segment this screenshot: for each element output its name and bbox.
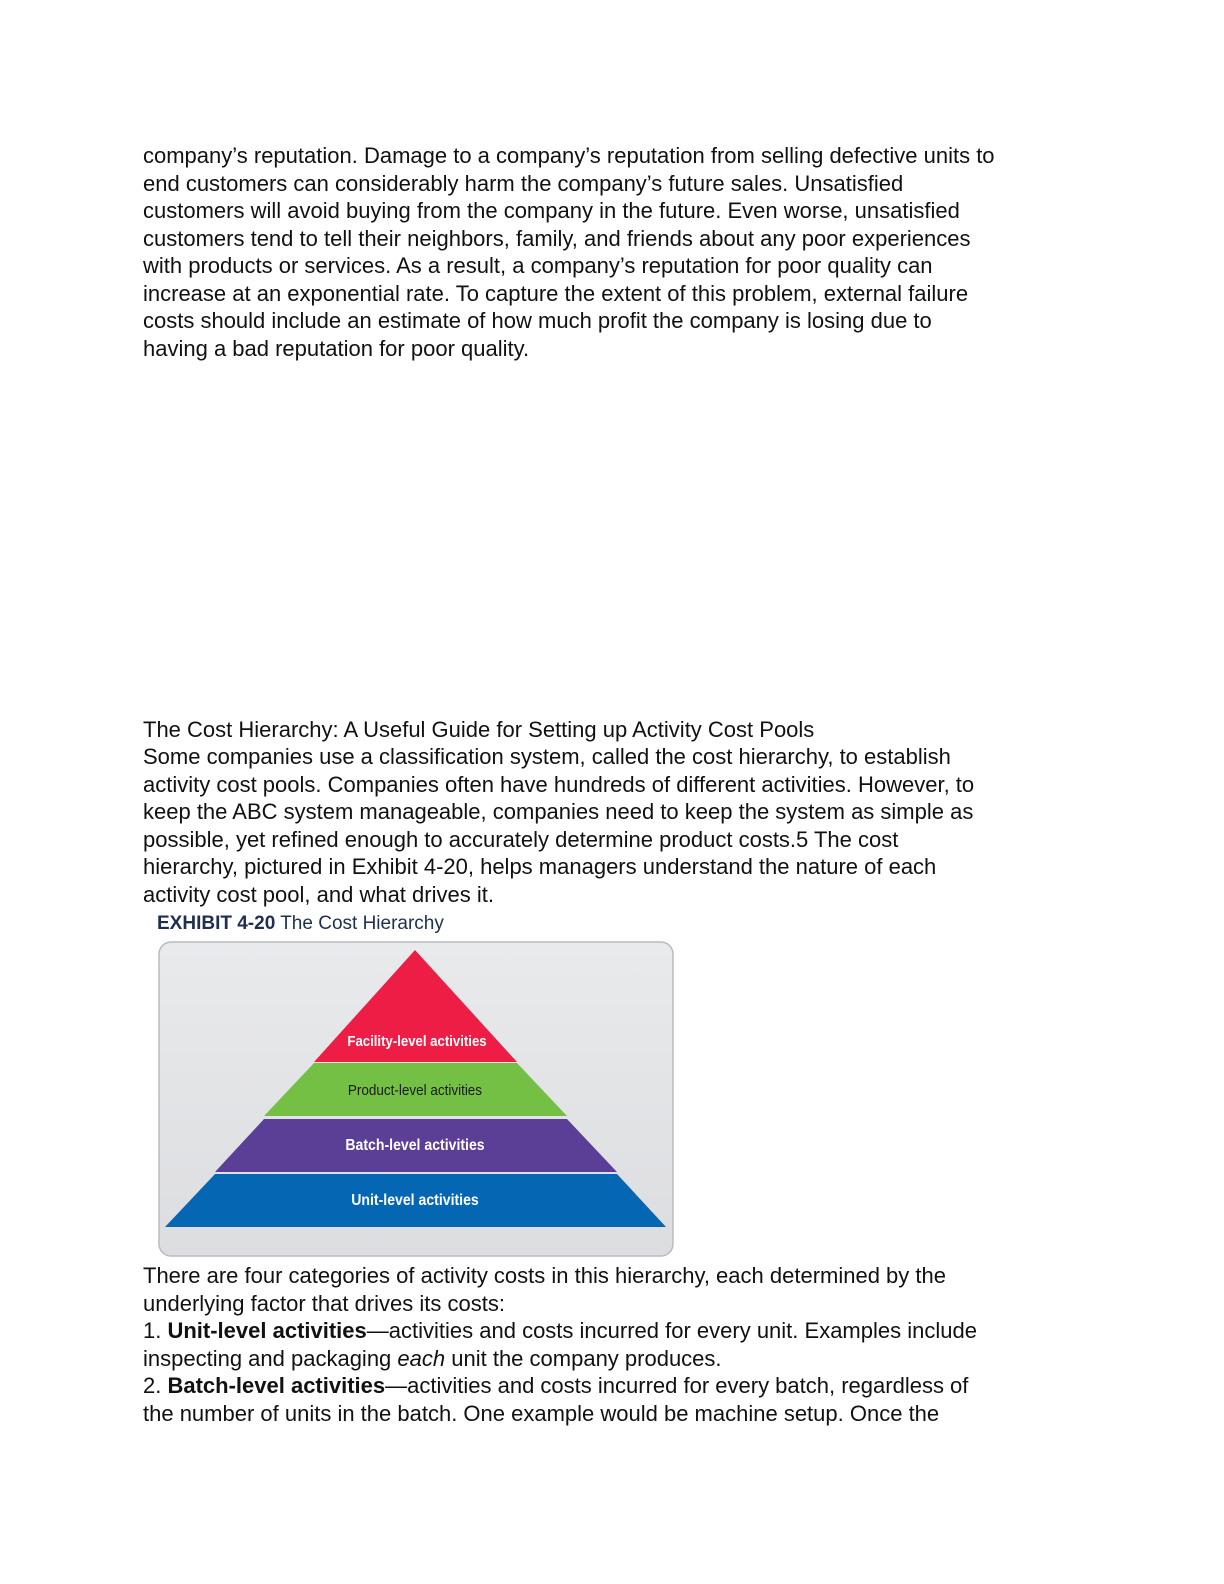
exhibit-number: EXHIBIT 4-20 xyxy=(157,913,276,934)
pyramid-diagram xyxy=(156,939,678,1261)
list-item-1-term: Unit-level activities xyxy=(167,1318,367,1343)
label-product-level: Product-level activities xyxy=(347,1082,483,1100)
activity-category-list xyxy=(143,1317,1103,1427)
list-item-1-number: 1. xyxy=(143,1318,168,1343)
paragraph-cost-hierarchy-intro: Some companies use a classification system, called the cost hierarchy, to establish activity cost pools. Companies often have hundreds of different activities. However, to keep the ABC system manageable, companies need to keep the system as simple as possible, yet refined enough to accurately determine product costs.5 The cost hierarchy, pictured in Exhibit 4-20, helps managers understand the nature of each activity cost pool, and what drives it. xyxy=(143,744,975,907)
list-item-1-emphasis: each xyxy=(397,1345,446,1371)
cost-hierarchy-figure xyxy=(156,939,678,1261)
section-heading: The Cost Hierarchy: A Useful Guide for Setting up Activity Cost Pools xyxy=(143,717,815,742)
list-item-2-number: 2. xyxy=(143,1373,168,1398)
list-item-2-text: —activities and costs incurred for every batch, regardless of the number of units in the batch. One example would be machine setup. Once the xyxy=(143,1373,969,1426)
label-unit-level: Unit-level activities xyxy=(351,1191,479,1210)
list-item-1-text: —activities and costs incurred for every unit. Examples include inspecting and packaging xyxy=(143,1318,977,1371)
label-facility-level: Facility-level activities xyxy=(347,1032,487,1050)
exhibit-caption xyxy=(157,911,444,937)
paragraph-four-categories: There are four categories of activity costs in this hierarchy, each determined by the underlying factor that drives its costs: xyxy=(143,1263,946,1316)
list-item-1-text-end: unit the company produces. xyxy=(445,1345,722,1371)
paragraph-reputation: company’s reputation. Damage to a company’s reputation from selling defective units to end customers can considerably harm the company’s future sales. Unsatisfied customers will avoid buying from the company in the future. Even worse, unsatisfied customers tend to tell their neighbors, family, and friends about any poor experiences with products or services. As a result, a company’s reputation for poor quality can increase at an exponential rate. To capture the extent of this problem, external failure costs should include an estimate of how much profit the company is losing due to having a bad reputation for poor quality. xyxy=(143,143,995,361)
exhibit-title: The Cost Hierarchy xyxy=(280,913,444,934)
label-batch-level: Batch-level activities xyxy=(345,1136,485,1155)
list-item-2-term: Batch-level activities xyxy=(167,1373,386,1398)
